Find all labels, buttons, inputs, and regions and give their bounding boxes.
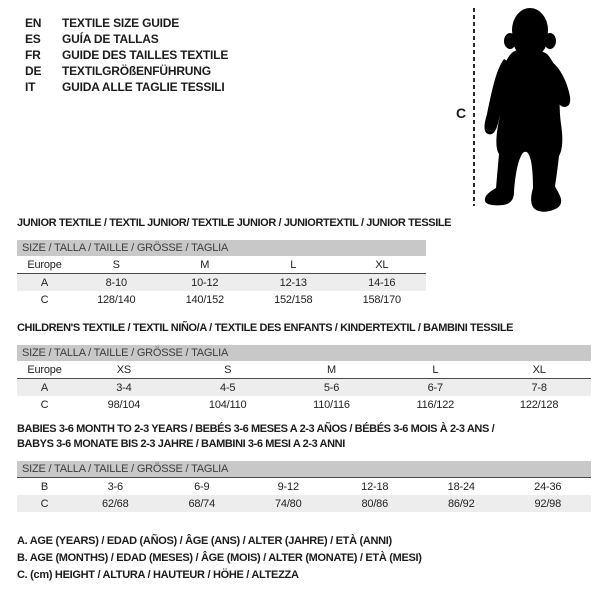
size-value: 14-16 (338, 274, 427, 292)
size-value: 24-36 (505, 478, 592, 496)
size-value: XL (375, 258, 389, 271)
size-value: 12-13 (249, 274, 338, 292)
size-value: 7-8 (487, 379, 591, 397)
row-label: Europe (27, 258, 62, 271)
language-code: FR (25, 48, 41, 62)
size-value: 128/140 (97, 293, 136, 306)
size-table (17, 256, 426, 308)
size-value: L (290, 258, 297, 271)
size-table (17, 477, 591, 512)
size-value: 68/74 (188, 497, 216, 510)
table-row (17, 256, 426, 274)
size-value: S (224, 363, 232, 376)
size-value: 4-5 (176, 379, 280, 397)
language-row (25, 63, 228, 79)
table-row (17, 495, 591, 512)
language-row (25, 31, 228, 47)
size-value: 122/128 (519, 398, 559, 411)
table-row (17, 274, 426, 292)
size-section-babies (17, 422, 591, 512)
size-value: 92/98 (534, 497, 562, 510)
size-value: 104/110 (208, 398, 247, 411)
section-title: CHILDREN'S TEXTILE / TEXTIL NIÑO/A / TEXTILE DES ENFANTS / KINDERTEXTIL / BAMBINI TESSILE (17, 322, 514, 334)
size-value: S (112, 258, 120, 271)
size-value: 98/104 (107, 398, 141, 411)
language-code: DE (25, 64, 42, 78)
size-value: 86/92 (447, 497, 475, 510)
size-value: 116/122 (416, 398, 455, 411)
size-header-bar: SIZE / TALLA / TAILLE / GRÖSSE / TAGLIA (17, 345, 591, 361)
language-title: GUÍA DE TALLAS (62, 32, 159, 46)
language-title: TEXTILGRÖßENFÜHRUNG (62, 64, 211, 78)
size-value: 12-18 (332, 478, 419, 496)
row-label: A (17, 379, 72, 397)
row-label: A (17, 274, 72, 292)
table-row (17, 291, 426, 308)
section-title: JUNIOR TEXTILE / TEXTIL JUNIOR/ TEXTILE JUNIOR / JUNIORTEXTIL / JUNIOR TESSILE (17, 217, 452, 229)
size-table (17, 361, 591, 413)
section-title: BABIES 3-6 MONTH TO 2-3 YEARS / BEBÉS 3-6 MESES A 2-3 AÑOS / BÉBÉS 3-6 MOIS À 2-3 ANS / (17, 423, 495, 435)
table-row (17, 379, 591, 397)
size-header-bar: SIZE / TALLA / TAILLE / GRÖSSE / TAGLIA (17, 240, 426, 256)
language-title: TEXTILE SIZE GUIDE (62, 16, 180, 30)
language-title-list (25, 15, 228, 95)
size-value: 62/68 (101, 497, 129, 510)
footnote: C. (cm) HEIGHT / ALTURA / HAUTEUR / HÖHE / ALTEZZA (17, 569, 299, 581)
size-value: M (327, 363, 336, 376)
size-value: 6-9 (159, 478, 246, 496)
size-value: 10-12 (161, 274, 250, 292)
size-value: 6-7 (383, 379, 487, 397)
language-code: EN (25, 16, 42, 30)
row-label: C (40, 497, 49, 510)
height-measure-dashed-line (473, 8, 475, 206)
table-row (17, 361, 591, 379)
size-value: M (200, 258, 210, 271)
footnote: A. AGE (YEARS) / EDAD (AÑOS) / ÂGE (ANS) / ALTER (JAHRE) / ETÀ (ANNI) (17, 535, 392, 547)
row-label: C (40, 293, 49, 306)
size-section-junior (17, 216, 452, 308)
height-measure-label: C (456, 105, 467, 121)
size-value: 80/86 (361, 497, 389, 510)
table-row (17, 478, 591, 496)
size-value: 74/80 (274, 497, 302, 510)
language-row (25, 47, 228, 63)
footnotes (17, 533, 422, 584)
size-section-children (17, 321, 591, 413)
size-value: 9-12 (245, 478, 332, 496)
language-title: GUIDE DES TAILLES TEXTILE (62, 48, 229, 62)
baby-silhouette-icon (483, 2, 595, 214)
size-value: 3-4 (72, 379, 176, 397)
size-value: XL (532, 363, 546, 376)
row-label: B (17, 478, 72, 496)
size-value: 5-6 (280, 379, 384, 397)
language-row (25, 79, 228, 95)
size-header-bar: SIZE / TALLA / TAILLE / GRÖSSE / TAGLIA (17, 461, 591, 477)
size-value: 140/152 (185, 293, 224, 306)
size-value: 158/170 (362, 293, 401, 306)
row-label: C (40, 398, 49, 411)
language-row (25, 15, 228, 31)
language-code: ES (25, 32, 41, 46)
size-value: 3-6 (72, 478, 159, 496)
language-title: GUIDA ALLE TAGLIE TESSILI (62, 80, 225, 94)
size-value: 110/116 (313, 398, 350, 411)
section-title: BABYS 3-6 MONATE BIS 2-3 JAHRE / BAMBINI 3-6 MESI A 2-3 ANNI (17, 438, 345, 450)
table-row (17, 396, 591, 413)
size-value: 152/158 (274, 293, 313, 306)
size-value: XS (116, 363, 132, 376)
row-label: Europe (27, 363, 62, 376)
size-value: 8-10 (72, 274, 161, 292)
size-value: 18-24 (418, 478, 505, 496)
language-code: IT (25, 80, 36, 94)
footnote: B. AGE (MONTHS) / EDAD (MESES) / ÂGE (MOIS) / ALTER (MONATE) / ETÀ (MESI) (17, 552, 422, 564)
size-value: L (432, 363, 439, 376)
